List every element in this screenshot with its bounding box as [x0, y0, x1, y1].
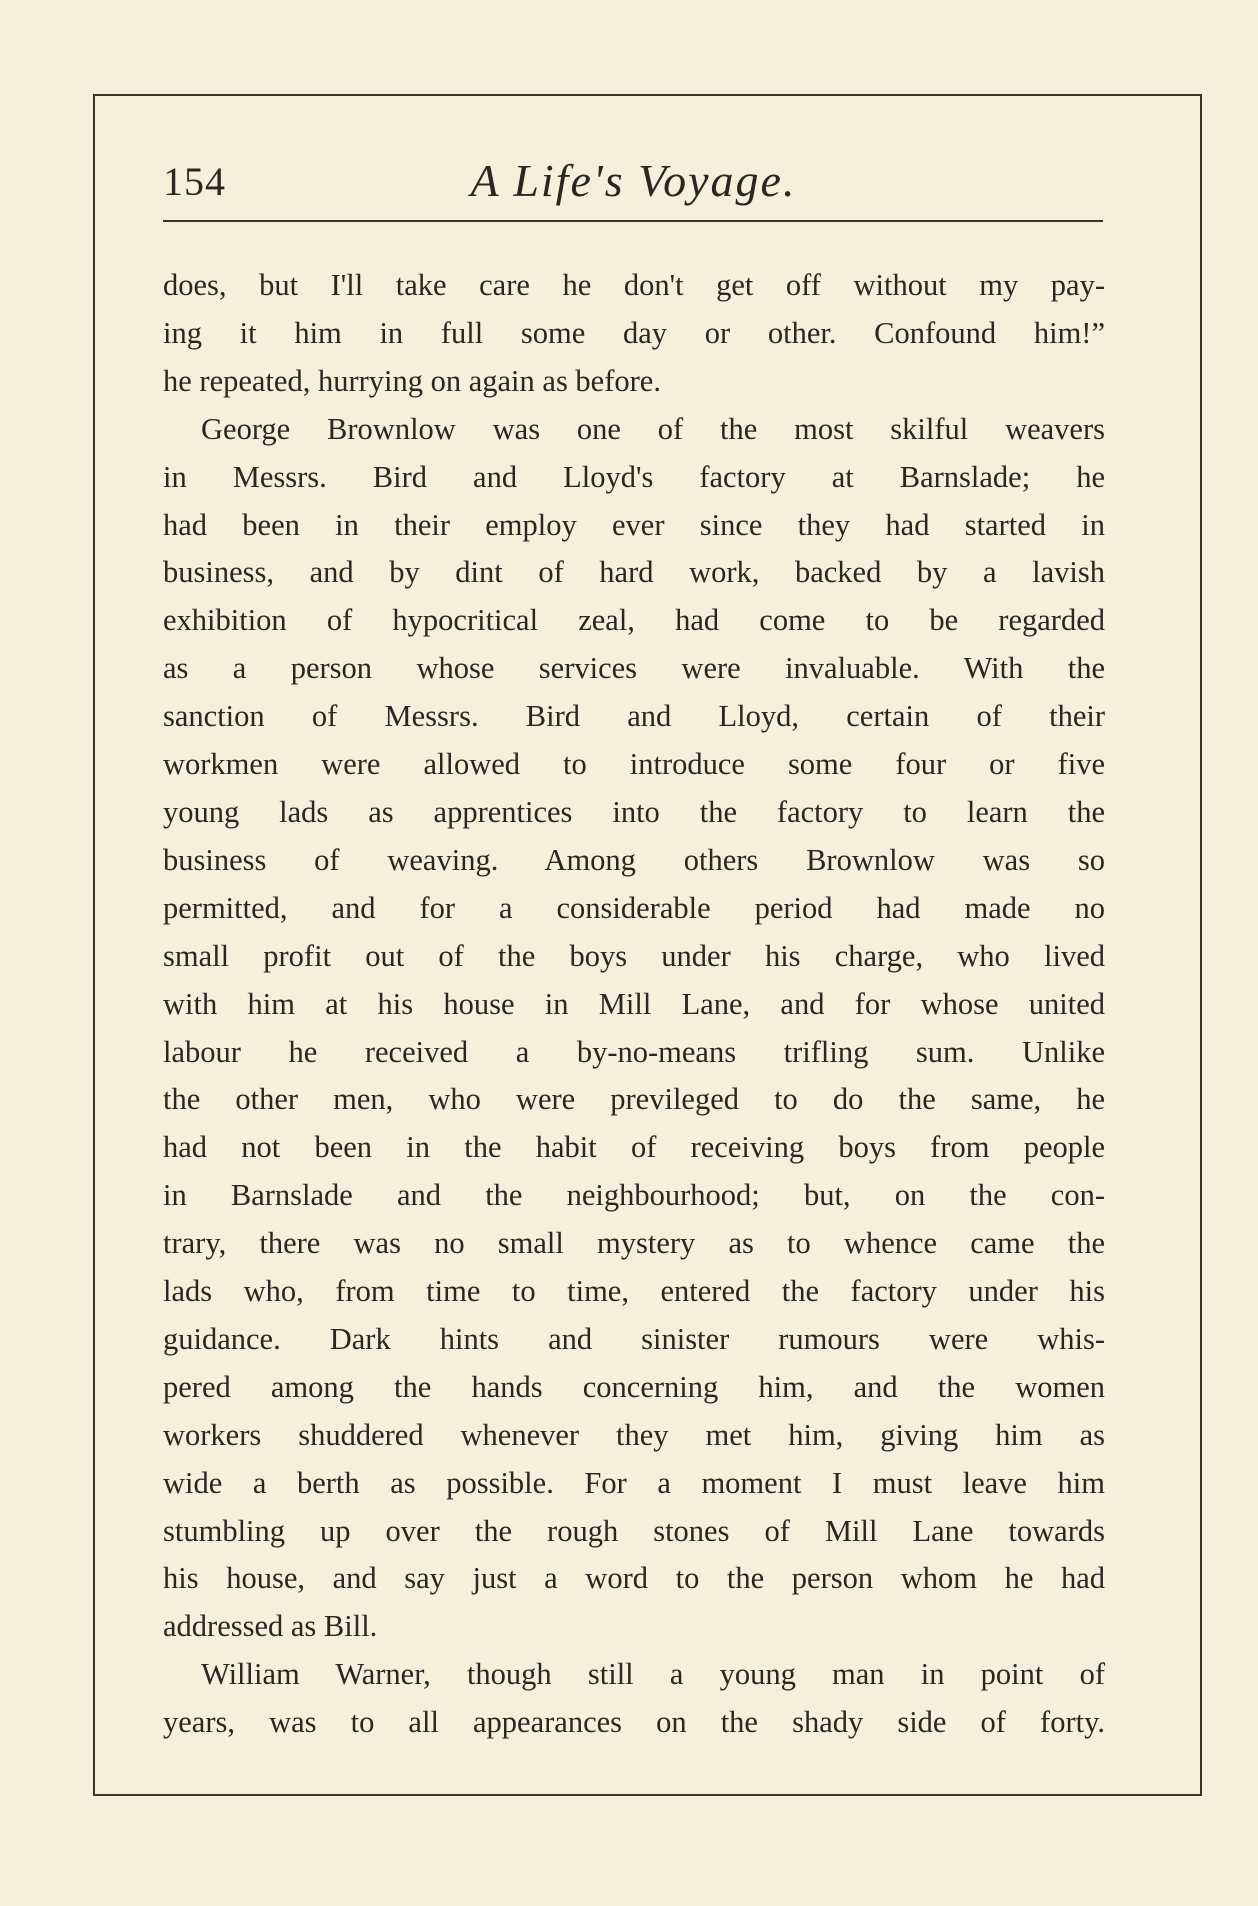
text-line: small profit out of the boys under his charge, who lived: [163, 938, 1105, 973]
running-title: A Life's Voyage.: [470, 155, 797, 206]
text-line: workers shuddered whenever they met him, giving him as: [163, 1417, 1105, 1452]
text-line: stumbling up over the rough stones of Mill Lane towards: [163, 1513, 1105, 1548]
page-header: [163, 150, 1104, 228]
text-line: sanction of Messrs. Bird and Lloyd, certain of their: [163, 699, 1105, 734]
text-line: as a person whose services were invaluable. With the: [163, 651, 1105, 686]
text-line: young lads as apprentices into the factory to learn the: [163, 794, 1105, 829]
text-line: trary, there was no small mystery as to whence came the: [163, 1226, 1105, 1261]
text-line: workmen were allowed to introduce some four or five: [163, 747, 1105, 782]
header-rule: [163, 220, 1103, 222]
text-line: addressed as Bill.: [163, 1609, 378, 1644]
text-line: George Brownlow was one of the most skilful weavers: [201, 411, 1105, 446]
text-line: ing it him in full some day or other. Confound him!”: [163, 315, 1105, 350]
text-line: his house, and say just a word to the person whom he had: [163, 1561, 1105, 1596]
text-line: with him at his house in Mill Lane, and for whose united: [163, 986, 1105, 1021]
text-line: guidance. Dark hints and sinister rumours were whis-: [163, 1321, 1105, 1356]
text-line: had not been in the habit of receiving boys from people: [163, 1130, 1105, 1165]
text-line: labour he received a by-no-means trifling sum. Unlike: [163, 1034, 1105, 1069]
text-line: William Warner, though still a young man in point of: [201, 1657, 1105, 1692]
text-line: business of weaving. Among others Brownlow was so: [163, 842, 1105, 877]
text-line: business, and by dint of hard work, backed by a lavish: [163, 555, 1105, 590]
text-line: years, was to all appearances on the shady side of forty.: [163, 1705, 1105, 1740]
text-line: pered among the hands concerning him, and the women: [163, 1369, 1105, 1404]
text-line: wide a berth as possible. For a moment I must leave him: [163, 1465, 1105, 1500]
text-line: the other men, who were previleged to do the same, he: [163, 1082, 1105, 1117]
text-line: lads who, from time to time, entered the factory under his: [163, 1274, 1105, 1309]
text-line: does, but I'll take care he don't get off without my pay-: [163, 268, 1105, 302]
page-number: 154: [163, 159, 226, 204]
text-line: had been in their employ ever since they had started in: [163, 507, 1105, 542]
text-line: he repeated, hurrying on again as before.: [163, 363, 661, 398]
text-line: in Barnslade and the neighbourhood; but, on the con-: [163, 1178, 1105, 1213]
text-line: permitted, and for a considerable period had made no: [163, 890, 1105, 925]
text-line: exhibition of hypocritical zeal, had come to be regarded: [163, 603, 1105, 638]
body-text: [163, 262, 1105, 1747]
text-line: in Messrs. Bird and Lloyd's factory at Barnslade; he: [163, 459, 1105, 494]
